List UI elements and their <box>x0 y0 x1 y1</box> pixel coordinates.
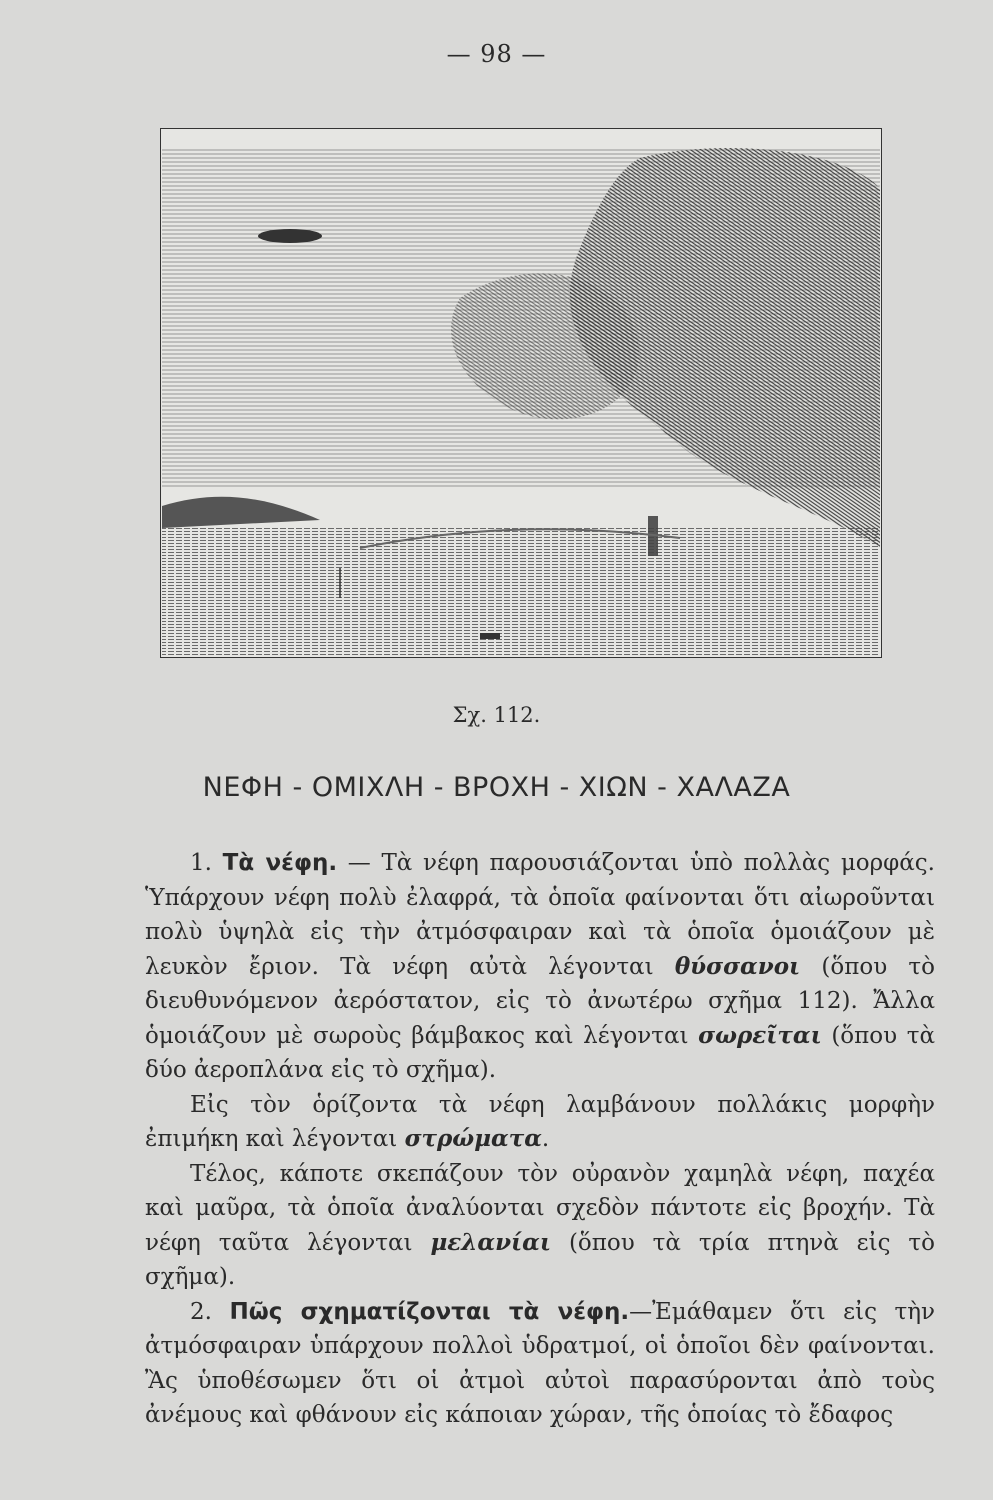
paragraph-text: . <box>541 1126 550 1152</box>
paragraph-text: Τέλος, κάποτε σκεπάζουν τὸν οὐρανὸν χαμηλὰ νέφη, παχέα καὶ μαῦρα, τὰ ὁποῖα ἀναλύονται σχεδὸν πάντοτε εἰς βροχήν. Τὰ νέφη ταῦτα λέγονται <box>145 1160 935 1256</box>
paragraph-number: 2. <box>190 1298 230 1325</box>
term-cirrus: θύσσανοι <box>674 952 801 980</box>
paragraph-text: — Τὰ νέφη παρουσιάζονται ὑπὸ πολλὰς μορφάς. Ὑπάρχουν νέφη πολὺ ἐλαφρά, τὰ ὁποῖα φαίνονται ὅτι αἰωροῦνται πολὺ ὑψηλὰ εἰς τὴν ἀτμόσφαιραν καὶ τὰ ὁποῖα ὁμοιάζουν μὲ λευκὸν ἔριον. Τὰ νέφη αὐτὰ λέγονται <box>145 850 935 980</box>
paragraph-text: Εἰς τὸν ὁρίζοντα τὰ νέφη λαμβάνουν πολλάκις μορφὴν ἐπιμήκη καὶ λέγονται <box>145 1091 935 1152</box>
paragraph-text: (ὅπου τὰ τρία πτηνὰ εἰς τὸ σχῆμα). <box>145 1229 935 1290</box>
section-title: ΝΕΦΗ - ΟΜΙΧΛΗ - ΒΡΟΧΗ - ΧΙΩΝ - ΧΑΛΑΖΑ <box>202 772 791 803</box>
paragraph-text: —Ἐμάθαμεν ὅτι εἰς τὴν ἀτμόσφαιραν ὑπάρχουν πολλοὶ ὑδρατμοί, οἱ ὁποῖοι δὲν φαίνονται. Ἂς ὑποθέσωμεν ὅτι οἱ ἀτμοὶ αὐτοὶ παρασύρονται ἀπὸ τοὺς ἀνέμους καὶ φθάνουν εἰς κάποιαν χώραν, τῆς ὁποίας τὸ ἔδαφος <box>145 1298 935 1428</box>
paragraph-heading: Τὰ νέφη. <box>222 850 338 876</box>
paragraph-number: 1. <box>190 850 223 876</box>
paragraph-cloud-formation <box>145 1295 935 1433</box>
paragraph-text: (ὅπου τὸ διευθυνόμενον ἀερόστατον, εἰς τὸ ἀνωτέρω σχῆμα 112). Ἄλλα ὁμοιάζουν μὲ σωροὺς βάμβακος καὶ λέγονται <box>145 953 935 1049</box>
airship-icon <box>258 229 322 243</box>
body-text <box>145 846 935 1433</box>
paragraph-text: (ὅπου τὰ δύο ἀεροπλάνα εἰς τὸ σχῆμα). <box>145 1022 935 1083</box>
engraving-clouds-illustration <box>160 128 882 658</box>
term-cumulus: σωρεῖται <box>698 1021 822 1049</box>
paragraph-heading: Πῶς σχηματίζονται τὰ νέφη. <box>229 1298 630 1325</box>
paragraph-stratus <box>145 1088 935 1157</box>
term-nimbus: μελανίαι <box>430 1228 552 1256</box>
paragraph-clouds <box>145 846 935 1088</box>
page-number: — 98 — <box>446 40 547 68</box>
figure-caption: Σχ. 112. <box>452 703 541 727</box>
paragraph-nimbus <box>145 1157 935 1295</box>
term-stratus: στρώματα <box>404 1125 542 1152</box>
